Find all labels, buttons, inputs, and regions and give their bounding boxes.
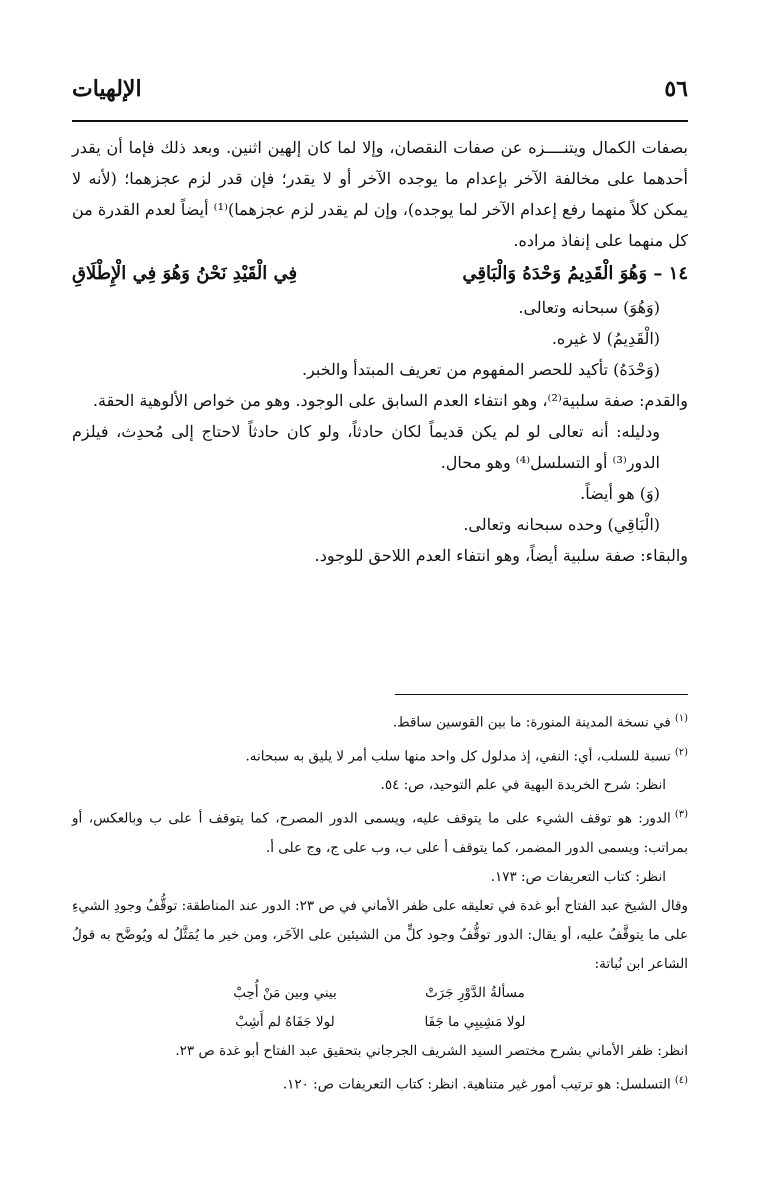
footnote-text: في نسخة المدينة المنورة: ما بين القوسين ساقط. [392,714,671,731]
footnote-3-quote: وقال الشيخ عبد الفتاح أبو غدة في تعليقه على ظفر الأماني في ص ٢٣: الدور عند المناطقة: توقُّفُ وجودِ الشيءِ على ما يتوقَّفُ عليه، أو يقال: الدور توقُّفُ وجود كلٍّ من الشيئين على الآخَر، ومن خير ما يُمَثَّلُ له ويُوضَّح به قولُ الشاعر ابن نُباتة: [72,897,688,972]
commentary-line-5: (الْبَاقِي) وحده سبحانه وتعالى. [463,515,660,534]
poem-hemistich-right: مسألةُ الدَّوْرِ جَرَتْ [425,984,525,1001]
commentary-line-6: والبقاء: صفة سلبية أيضاً، وهو انتفاء العدم اللاحق للوجود. [314,546,688,565]
page-number: ٥٦ [664,76,688,102]
footnote-marker: (٢) [674,746,688,758]
verse-line [72,256,688,292]
verse-hemistich-right: ١٤ – وَهُوَ الْقَدِيمُ وَحْدَهُ وَالْبَاقِي [462,263,688,284]
poem-hemistich-left: لولا جَفَاهُ لم أَشِبْ [235,1013,335,1030]
paragraph-2: والقدم: صفة سلبية⁽²⁾، وهو انتفاء العدم السابق على الوجود. وهو من خواص الألوهية الحقة. [92,391,688,410]
footnote-1 [72,704,688,738]
poem-line-2 [72,1008,688,1037]
footnote-text: الدور: هو توقف الشيء على ما يتوقف عليه، ويسمى الدور المصرح، كما يتوقف أ على ب وبالعكس، أو بمراتب: ويسمى الدور المضمر، كما يتوقف أ على ب، وب على ج، وج على أ. [72,810,688,856]
poem-hemistich-left: بيني وبين مَنْ أُحِبْ [233,984,337,1001]
footnote-3-source: انظر: ظفر الأماني بشرح مختصر السيد الشريف الجرجاني بتحقيق عبد الفتاح أبو غدة ص ٢٣. [175,1042,688,1059]
commentary-line-4: (وَ) هو أيضاً. [580,484,660,503]
commentary-line-1: (وَهُوَ) سبحانه وتعالى. [518,298,660,317]
footnote-text: نسبة للسلب، أي: النفي، إذ مدلول كل واحد منها سلب أمر لا يليق به سبحانه. [245,748,671,764]
footnote-2-ref: انظر: شرح الخريدة البهية في علم التوحيد، ص: ٥٤. [380,777,666,793]
footnotes [72,704,688,1099]
footnote-marker: (١) [674,713,688,724]
paragraph-1: بصفات الكمال ويتنــــزه عن صفات النقصان، وإلا لما كان إلهين اثنين. وبعد ذلك فإما أن يقدر أحدهما على مخالفة الآخر بإعدام ما يوجده الآخر أو لا يقدر؛ فإن قدر لزم عجزهما؛ (لأنه لا يمكن كلاً منهما رفع إعدام الآخر لما يوجده)، وإن لم يقدر لزم عجزهما)⁽¹⁾ أيضاً لعدم القدرة من كل منهما على إنفاذ مراده. [72,138,688,250]
footnote-3-ref: انظر: كتاب التعريفات ص: ١٧٣. [490,868,666,885]
commentary-line-2: (الْقَدِيمُ) لا غيره. [551,329,660,348]
footnote-4 [72,1066,688,1100]
footnote-text: التسلسل: هو ترتيب أمور غير متناهية. انظر: كتاب التعريفات ص: ١٢٠. [282,1076,671,1092]
footnote-marker: (٤) [674,1074,688,1086]
poem-hemistich-right: لولا مَشِيبِي ما جَفَا [424,1013,526,1030]
footnote-2 [72,738,688,772]
poem-line-1 [72,979,688,1008]
footnote-separator [395,694,688,695]
header-rule [72,120,688,122]
verse-hemistich-left: فِي الْقَيْدِ نَحْنُ وَهُوَ فِي الْإِطْلَاقِ [72,263,298,284]
running-title: الإلهيات [72,76,142,102]
paragraph-3: ودليله: أنه تعالى لو لم يكن قديماً لكان حادثاً، ولو كان حادثاً لاحتاج إلى مُحدِث، فيلزم الدور⁽³⁾ أو التسلسل⁽⁴⁾ وهو محال. [72,422,660,472]
main-text [72,132,688,571]
footnote-3 [72,800,688,863]
commentary-line-3: (وَحْدَهُ) تأكيد للحصر المفهوم من تعريف المبتدأ والخبر. [301,360,660,379]
page-header [72,76,688,120]
footnote-marker: (٣) [674,809,688,820]
